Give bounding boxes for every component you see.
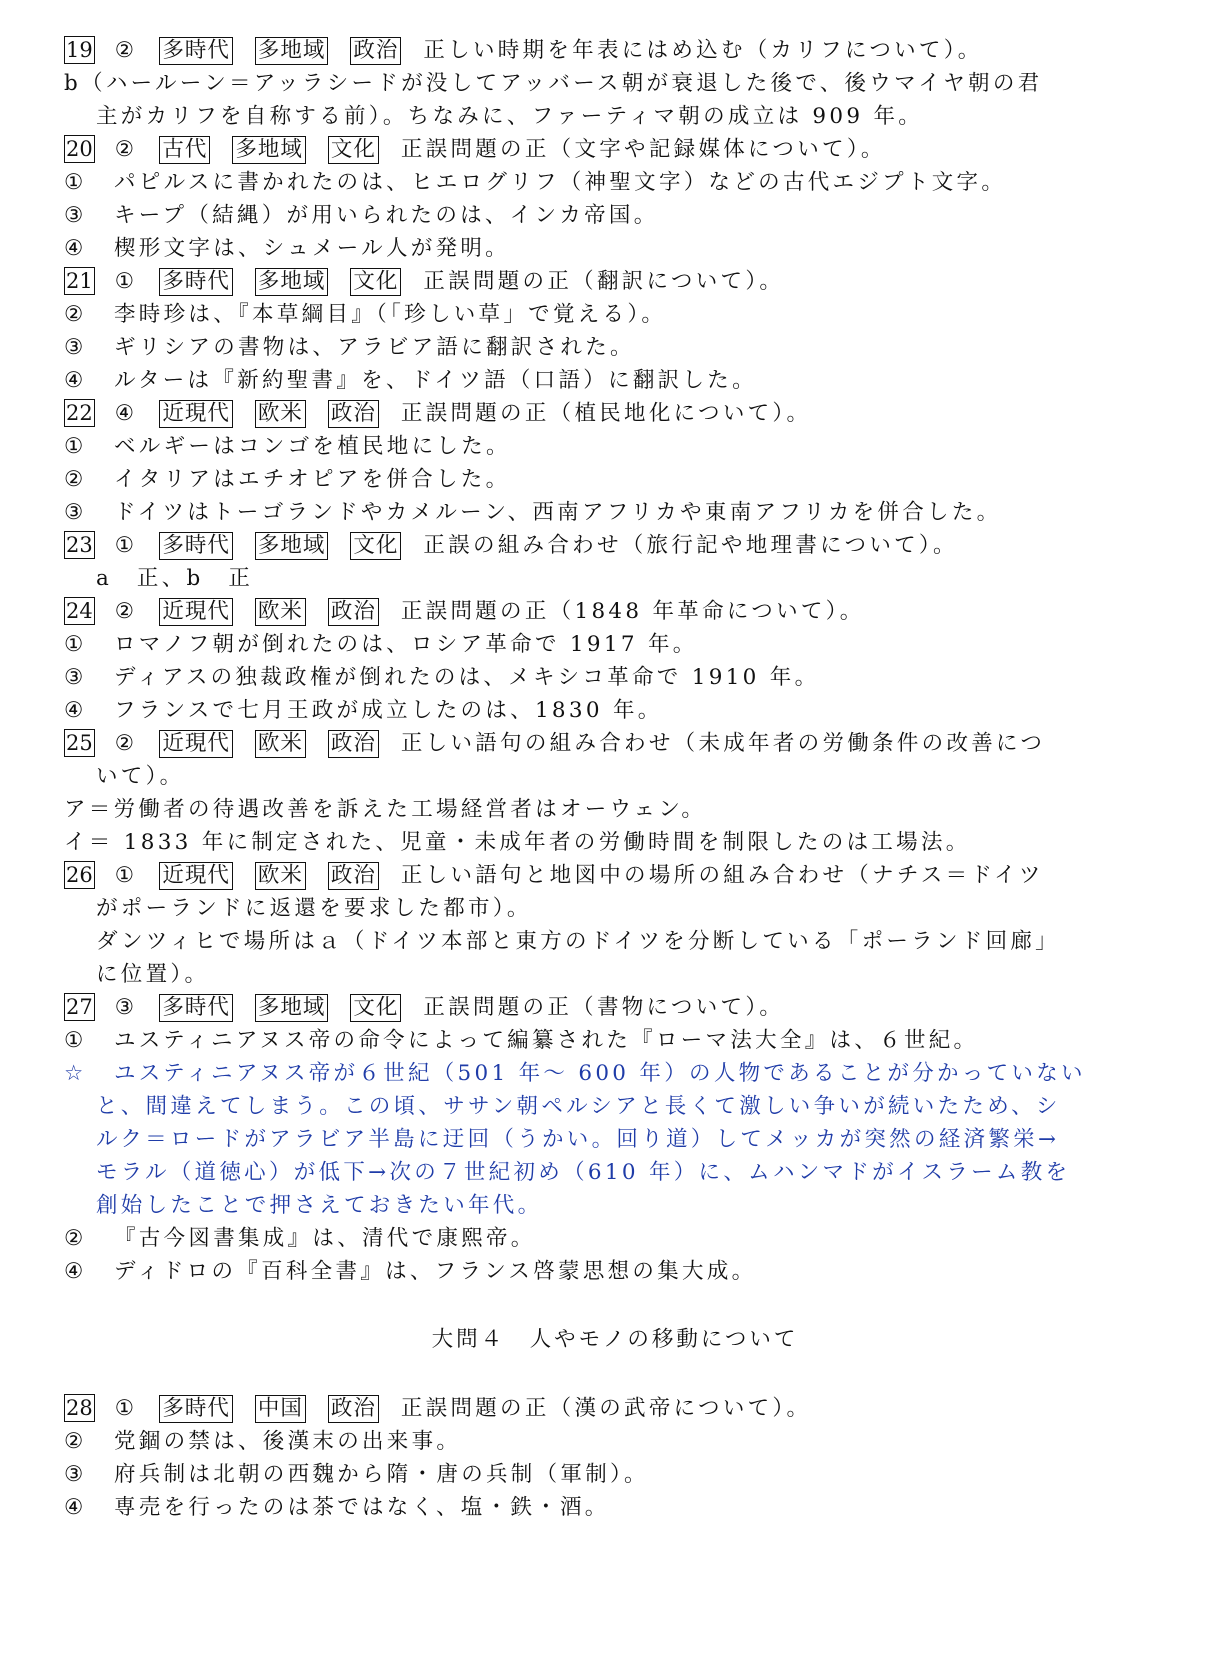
choice-explanation-text: パピルスに書かれたのは、ヒエログリフ（神聖文字）などの古代エジプト文字。 xyxy=(114,170,1007,195)
question-number-box: 20 xyxy=(66,137,93,161)
choice-explanation-line xyxy=(64,232,510,265)
category-tag: 多地域 xyxy=(255,532,329,560)
category-tag: 政治 xyxy=(350,37,401,65)
category-tag: 政治 xyxy=(328,862,379,890)
choice-explanation-text: ドイツはトーゴランドやカメルーン、西南アフリカや東南アフリカを併合した。 xyxy=(114,500,1002,525)
choice-mark: ② xyxy=(64,1226,87,1251)
note-text: ユスティニアヌス帝が６世紀（501 年～ 600 年）の人物であることが分かっていない xyxy=(114,1061,1086,1086)
category-tag: 中国 xyxy=(255,1395,306,1423)
choice-explanation-line xyxy=(64,1458,649,1491)
question-summary-text: 正誤問題の正（植民地化について）。 xyxy=(400,401,812,426)
question-summary-text: 正誤問題の正（翻訳について）。 xyxy=(423,269,785,294)
answer-choice-mark: ② xyxy=(114,731,138,756)
category-tag: 欧米 xyxy=(255,598,306,626)
choice-mark: ④ xyxy=(64,368,87,393)
question-answer-line xyxy=(64,1392,811,1425)
line-text: モラル（道徳心）が低下→次の７世紀初め（610 年）に、ムハンマドがイスラーム教を xyxy=(96,1160,1071,1185)
answer-choice-mark: ① xyxy=(114,1396,138,1421)
note-continuation-line xyxy=(96,1090,1061,1123)
line-text: ルク＝ロードがアラビア半島に迂回（うかい。回り道）してメッカが突然の経済繁栄→ xyxy=(96,1127,1060,1152)
choice-explanation-line xyxy=(64,628,698,661)
category-tag: 政治 xyxy=(328,730,379,758)
line-text: いて）。 xyxy=(96,764,185,789)
note-line xyxy=(64,1057,1086,1090)
choice-explanation-line xyxy=(64,166,1006,199)
choice-mark: ③ xyxy=(64,335,87,360)
choice-mark: ① xyxy=(64,1028,87,1053)
category-tag: 多時代 xyxy=(159,1395,233,1423)
question-answer-line xyxy=(64,727,1045,760)
question-summary-text: 正誤問題の正（漢の武帝について）。 xyxy=(400,1396,812,1421)
choice-explanation-line xyxy=(64,298,666,331)
choice-explanation-line xyxy=(64,199,659,232)
answer-choice-mark: ① xyxy=(114,269,138,294)
category-tag: 近現代 xyxy=(159,598,233,626)
choice-mark: ③ xyxy=(64,1462,87,1487)
question-answer-line xyxy=(64,859,1044,892)
category-tag: 政治 xyxy=(328,1395,379,1423)
continuation-line xyxy=(96,892,532,925)
choice-explanation-text: 李時珍は、『本草綱目』（「珍しい草」で覚える）。 xyxy=(114,302,667,327)
continuation-line xyxy=(96,925,1060,958)
choice-explanation-line xyxy=(64,1255,756,1288)
question-number-box: 22 xyxy=(66,401,93,425)
category-tag: 欧米 xyxy=(255,862,306,890)
question-number-box: 24 xyxy=(66,599,93,623)
choice-mark: ③ xyxy=(64,203,87,228)
category-tag: 政治 xyxy=(328,598,379,626)
choice-explanation-line xyxy=(64,1222,536,1255)
choice-explanation-line xyxy=(64,661,819,694)
category-tag: 近現代 xyxy=(159,730,233,758)
category-tag: 文化 xyxy=(328,136,379,164)
category-tag: 欧米 xyxy=(255,400,306,428)
question-answer-line xyxy=(64,397,811,430)
choice-explanation-line xyxy=(64,430,511,463)
choice-mark: ① xyxy=(64,632,87,657)
answer-choice-mark: ① xyxy=(114,533,138,558)
category-tag: 多地域 xyxy=(255,37,329,65)
choice-explanation-text: 党錮の禁は、後漢末の出来事。 xyxy=(114,1429,462,1454)
category-tag: 多時代 xyxy=(159,532,233,560)
choice-explanation-line xyxy=(64,1024,978,1057)
line-text: ダンツィヒで場所はａ（ドイツ本部と東方のドイツを分断している「ポーランド回廊」 xyxy=(96,929,1060,954)
line-text: がポーランドに返還を要求した都市）。 xyxy=(96,896,532,921)
choice-explanation-text: ディアスの独裁政権が倒れたのは、メキシコ革命で 1910 年。 xyxy=(114,665,820,690)
continuation-line xyxy=(96,100,923,133)
note-continuation-line xyxy=(96,1189,542,1222)
category-tag: 多時代 xyxy=(159,37,233,65)
text-line xyxy=(64,793,706,826)
choice-explanation-text: ルターは『新約聖書』を、ドイツ語（口語）に翻訳した。 xyxy=(114,368,757,393)
question-number-box: 26 xyxy=(66,863,93,887)
answer-choice-mark: ① xyxy=(114,863,138,888)
answer-choice-mark: ④ xyxy=(114,401,138,426)
choice-explanation-text: 楔形文字は、シュメール人が発明。 xyxy=(114,236,510,261)
choice-mark: ① xyxy=(64,434,87,459)
question-summary-text: 正誤問題の正（文字や記録媒体について）。 xyxy=(400,137,886,162)
choice-explanation-text: ディドロの『百科全書』は、フランス啓蒙思想の集大成。 xyxy=(114,1259,757,1284)
question-summary-text: 正誤問題の正（書物について）。 xyxy=(423,995,785,1020)
note-continuation-line xyxy=(96,1156,1070,1189)
question-number-box: 28 xyxy=(66,1396,93,1420)
category-tag: 近現代 xyxy=(159,400,233,428)
answer-choice-mark: ② xyxy=(114,38,138,63)
question-answer-line xyxy=(64,991,784,1024)
choice-explanation-text: ユスティニアヌス帝の命令によって編纂された『ローマ法大全』は、６世紀。 xyxy=(114,1028,979,1053)
line-text: b（ハールーン＝アッラシードが没してアッバース朝が衰退した後で、後ウマイヤ朝の君 xyxy=(64,71,1043,96)
question-summary-text: 正しい時期を年表にはめ込む（カリフについて）。 xyxy=(423,38,983,63)
answer-choice-mark: ② xyxy=(114,137,138,162)
choice-explanation-text: ベルギーはコンゴを植民地にした。 xyxy=(114,434,511,459)
choice-explanation-line xyxy=(64,496,1001,529)
choice-explanation-text: 『古今図書集成』は、清代で康熙帝。 xyxy=(114,1226,536,1251)
category-tag: 多時代 xyxy=(159,268,233,296)
continuation-line xyxy=(96,958,209,991)
question-number-box: 23 xyxy=(66,533,93,557)
text-line xyxy=(64,67,1042,100)
question-number-box: 27 xyxy=(66,995,93,1019)
choice-mark: ④ xyxy=(64,1495,87,1520)
choice-explanation-line xyxy=(64,1491,610,1524)
continuation-line xyxy=(96,562,253,595)
choice-explanation-text: イタリアはエチオピアを併合した。 xyxy=(114,467,511,492)
choice-mark: ④ xyxy=(64,236,87,261)
category-tag: 文化 xyxy=(350,994,401,1022)
line-text: a 正、b 正 xyxy=(96,566,254,591)
choice-mark: ① xyxy=(64,170,87,195)
question-summary-text: 正誤の組み合わせ（旅行記や地理書について）。 xyxy=(423,533,958,558)
choice-explanation-text: キープ（結縄）が用いられたのは、インカ帝国。 xyxy=(114,203,659,228)
line-text: 創始したことで押さえておきたい年代。 xyxy=(96,1193,543,1218)
choice-mark: ③ xyxy=(64,500,87,525)
category-tag: 多地域 xyxy=(255,994,329,1022)
choice-mark: ④ xyxy=(64,698,87,723)
question-answer-line xyxy=(64,265,784,298)
category-tag: 多時代 xyxy=(159,994,233,1022)
category-tag: 近現代 xyxy=(159,862,233,890)
question-answer-line xyxy=(64,34,983,67)
choice-explanation-line xyxy=(64,463,510,496)
line-text: 主がカリフを自称する前）。ちなみに、ファーティマ朝の成立は 909 年。 xyxy=(96,104,924,129)
choice-explanation-text: ギリシアの書物は、アラビア語に翻訳された。 xyxy=(114,335,635,360)
line-text: イ＝ 1833 年に制定された、児童・未成年者の労働時間を制限したのは工場法。 xyxy=(64,830,971,855)
question-summary-text: 正しい語句と地図中の場所の組み合わせ（ナチス＝ドイツ xyxy=(400,863,1044,888)
question-answer-line xyxy=(64,133,886,166)
line-text: ア＝労働者の待遇改善を訴えた工場経営者はオーウェン。 xyxy=(64,797,707,822)
line-text: に位置）。 xyxy=(96,962,210,987)
question-number-box: 25 xyxy=(66,731,93,755)
choice-explanation-text: ロマノフ朝が倒れたのは、ロシア革命で 1917 年。 xyxy=(114,632,698,657)
choice-explanation-text: 府兵制は北朝の西魏から隋・唐の兵制（軍制）。 xyxy=(114,1462,649,1487)
category-tag: 欧米 xyxy=(255,730,306,758)
answer-choice-mark: ② xyxy=(114,599,138,624)
answer-choice-mark: ③ xyxy=(114,995,138,1020)
choice-mark: ③ xyxy=(64,665,87,690)
choice-mark: ④ xyxy=(64,1259,87,1284)
star-note-mark: ☆ xyxy=(64,1061,87,1086)
section-title: 大問４ 人やモノの移動について xyxy=(431,1327,799,1352)
category-tag: 多地域 xyxy=(232,136,306,164)
choice-mark: ② xyxy=(64,302,87,327)
choice-explanation-line xyxy=(64,1425,461,1458)
category-tag: 多地域 xyxy=(255,268,329,296)
continuation-line xyxy=(96,760,184,793)
category-tag: 政治 xyxy=(328,400,379,428)
choice-mark: ② xyxy=(64,467,87,492)
category-tag: 文化 xyxy=(350,268,401,296)
category-tag: 古代 xyxy=(159,136,210,164)
choice-mark: ② xyxy=(64,1429,87,1454)
question-summary-text: 正しい語句の組み合わせ（未成年者の労働条件の改善につ xyxy=(400,731,1046,756)
question-number-box: 21 xyxy=(66,269,93,293)
note-continuation-line xyxy=(96,1123,1059,1156)
question-number-box: 19 xyxy=(66,38,93,62)
question-summary-text: 正誤問題の正（1848 年革命について）。 xyxy=(400,599,865,624)
choice-explanation-line xyxy=(64,331,635,364)
line-text: と、間違えてしまう。この頃、ササン朝ペルシアと長くて激しい争いが続いたため、シ xyxy=(96,1094,1061,1119)
category-tag: 文化 xyxy=(350,532,401,560)
choice-explanation-line xyxy=(64,694,663,727)
question-answer-line xyxy=(64,595,865,628)
text-line xyxy=(64,826,971,859)
question-answer-line xyxy=(64,529,958,562)
choice-explanation-line xyxy=(64,364,757,397)
choice-explanation-text: 専売を行ったのは茶ではなく、塩・鉄・酒。 xyxy=(114,1495,610,1520)
choice-explanation-text: フランスで七月王政が成立したのは、1830 年。 xyxy=(114,698,663,723)
